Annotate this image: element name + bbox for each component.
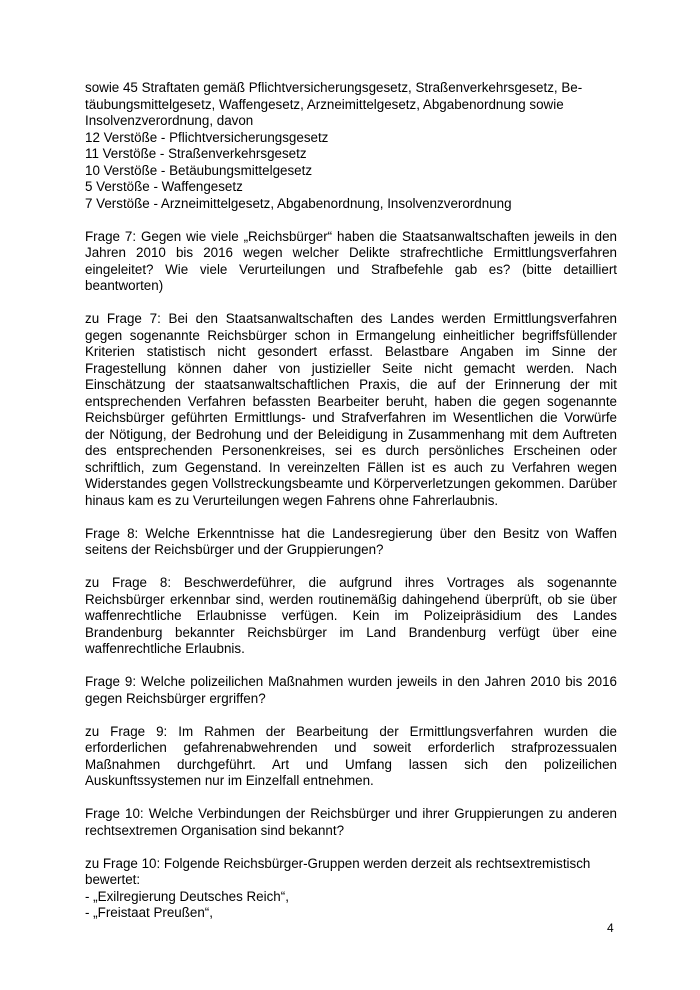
answer-10	[85, 856, 617, 922]
question-7: Frage 7: Gegen wie viele „Reichsbürger“ haben die Staatsanwaltschaften jeweils in den Jahren 2010 bis 2016 wegen welcher Delikte strafrechtliche Ermittlungsverfahren eingeleitet? Wie viele Verurteilungen und Strafbefehle gab es? (bitte detailliert beantworten)	[85, 228, 617, 293]
text-line: bewertet:	[85, 872, 141, 887]
answer-7: zu Frage 7: Bei den Staatsanwaltschaften des Landes werden Ermittlungsverfahren gegen sogenannte Reichsbürger schon in Ermangelung einheitlicher begriffsfüllender Kriterien statistisch nicht gesondert erfasst. Belastbare Angaben im Sinne der Fragestellung können daher von justizieller Seite nicht gemacht werden. Nach Einschätzung der staatsanwaltschaftlichen Praxis, die auf der Erinnerung der mit entsprechenden Verfahren befassten Bearbeiter beruht, haben die gegen sogenannte Reichsbürger geführten Ermittlungs- und Strafverfahren im Wesentlichen die Vorwürfe der Nötigung, der Bedrohung und der Beleidigung in Zusammenhang mit dem Auftreten des entsprechenden Personenkreises, sei es durch persönliches Erscheinen oder schriftlich, zum Gegenstand. In vereinzelten Fällen ist es auch zu Verfahren wegen Widerstandes gegen Vollstreckungsbeamte und Körperverletzungen gekommen. Darüber hinaus kam es zu Verurteilungen wegen Fahrens ohne Fahrerlaubnis.	[85, 311, 617, 508]
text-line: Insolvenzverordnung, davon	[85, 113, 254, 128]
list-item: 10 Verstöße - Betäubungsmittelgesetz	[85, 162, 313, 178]
paragraph-statistics-list	[85, 80, 617, 212]
text-line: zu Frage 10: Folgende Reichsbürger-Gruppen werden derzeit als rechtsextremistisch	[85, 855, 591, 871]
list-item: - „Freistaat Preußen“,	[85, 905, 213, 920]
text-line: täubungsmittelgesetz, Waffengesetz, Arzneimittelgesetz, Abgabenordnung sowie	[85, 96, 564, 112]
text-line: sowie 45 Straftaten gemäß Pflichtversicherungsgesetz, Straßenverkehrsgesetz, Be-	[85, 80, 583, 95]
answer-9: zu Frage 9: Im Rahmen der Bearbeitung der Ermittlungsverfahren wurden die erforderlichen gefahrenabwehrenden und soweit erforderlich strafprozessualen Maßnahmen durchgeführt. Art und Umfang lassen sich den polizeilichen Auskunftssystemen nur im Einzelfall entnehmen.	[85, 723, 617, 788]
answer-8: zu Frage 8: Beschwerdeführer, die aufgrund ihres Vortrages als sogenannte Reichsbürger erkennbar sind, werden routinemäßig dahingehend überprüft, ob sie über waffenrechtliche Erlaubnisse verfügen. Kein im Polizeipräsidium des Landes Brandenburg bekannter Reichsbürger im Land Brandenburg verfügt über eine waffenrechtliche Erlaubnis.	[85, 575, 617, 656]
list-item: 12 Verstöße - Pflichtversicherungsgesetz	[85, 129, 329, 145]
list-item: 11 Verstöße - Straßenverkehrsgesetz	[85, 146, 307, 161]
question-9: Frage 9: Welche polizeilichen Maßnahmen wurden jeweils in den Jahren 2010 bis 2016 gegen Reichsbürger ergriffen?	[85, 674, 617, 706]
page-number: 4	[607, 921, 614, 935]
document-body	[85, 80, 617, 938]
list-item: - „Exilregierung Deutsches Reich“,	[85, 888, 289, 904]
question-10: Frage 10: Welche Verbindungen der Reichsbürger und ihrer Gruppierungen zu anderen rechtsextremen Organisation sind bekannt?	[85, 806, 617, 838]
list-item: 7 Verstöße - Arzneimittelgesetz, Abgabenordnung, Insolvenzverordnung	[85, 195, 512, 211]
list-item: 5 Verstöße - Waffengesetz	[85, 179, 243, 194]
question-8: Frage 8: Welche Erkenntnisse hat die Landesregierung über den Besitz von Waffen seitens der Reichsbürger und der Gruppierungen?	[85, 525, 617, 557]
